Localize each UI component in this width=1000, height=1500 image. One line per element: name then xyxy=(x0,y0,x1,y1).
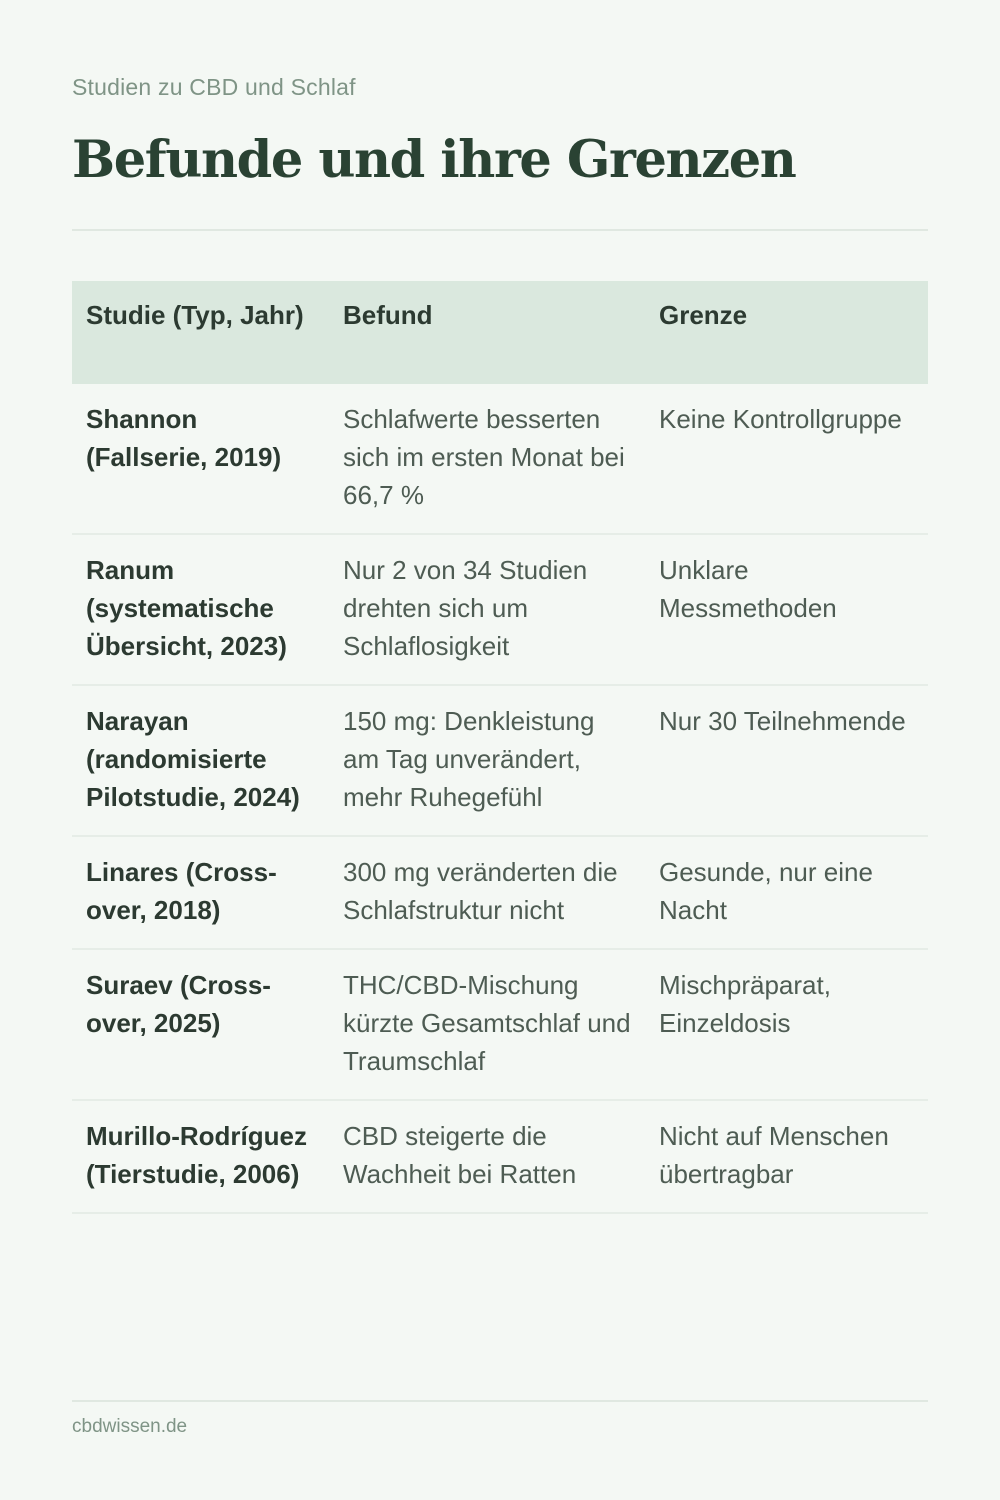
study-cell: Suraev (Cross-over, 2025) xyxy=(72,949,329,1100)
table-header xyxy=(72,281,928,384)
column-header-finding: Befund xyxy=(329,281,645,384)
top-divider xyxy=(72,229,928,231)
table-row xyxy=(72,384,928,534)
study-cell: Murillo-Rodríguez (Tierstudie, 2006) xyxy=(72,1100,329,1213)
finding-cell: 150 mg: Denkleistung am Tag unverändert, mehr Ruhegefühl xyxy=(329,685,645,836)
limitation-cell: Unklare Messmethoden xyxy=(645,534,928,685)
limitation-cell: Nicht auf Menschen übertragbar xyxy=(645,1100,928,1213)
footer-source: cbdwissen.de xyxy=(72,1416,188,1437)
finding-cell: CBD steigerte die Wachheit bei Ratten xyxy=(329,1100,645,1213)
table-body xyxy=(72,384,928,1213)
finding-cell: Schlafwerte besserten sich im ersten Monat bei 66,7 % xyxy=(329,384,645,534)
column-header-study: Studie (Typ, Jahr) xyxy=(72,281,329,384)
table-row xyxy=(72,685,928,836)
study-cell: Shannon (Fallserie, 2019) xyxy=(72,384,329,534)
page-title: Befunde und ihre Grenzen xyxy=(72,130,796,190)
header-row xyxy=(72,281,928,384)
study-cell: Ranum (systematische Übersicht, 2023) xyxy=(72,534,329,685)
finding-cell: THC/CBD-Mischung kürzte Gesamtschlaf und Traumschlaf xyxy=(329,949,645,1100)
limitation-cell: Gesunde, nur eine Nacht xyxy=(645,836,928,949)
table-row xyxy=(72,534,928,685)
finding-cell: Nur 2 von 34 Studien drehten sich um Schlaflosigkeit xyxy=(329,534,645,685)
table-row xyxy=(72,949,928,1100)
kicker-text: Studien zu CBD und Schlaf xyxy=(72,74,356,100)
studies-table xyxy=(72,281,928,1214)
study-cell: Narayan (randomisierte Pilotstudie, 2024) xyxy=(72,685,329,836)
table-row xyxy=(72,1100,928,1213)
limitation-cell: Nur 30 Teilnehmende xyxy=(645,685,928,836)
table-row xyxy=(72,836,928,949)
study-cell: Linares (Cross-over, 2018) xyxy=(72,836,329,949)
limitation-cell: Keine Kontrollgruppe xyxy=(645,384,928,534)
limitation-cell: Mischpräparat, Einzeldosis xyxy=(645,949,928,1100)
finding-cell: 300 mg veränderten die Schlafstruktur nicht xyxy=(329,836,645,949)
column-header-limitation: Grenze xyxy=(645,281,928,384)
bottom-divider xyxy=(72,1400,928,1402)
